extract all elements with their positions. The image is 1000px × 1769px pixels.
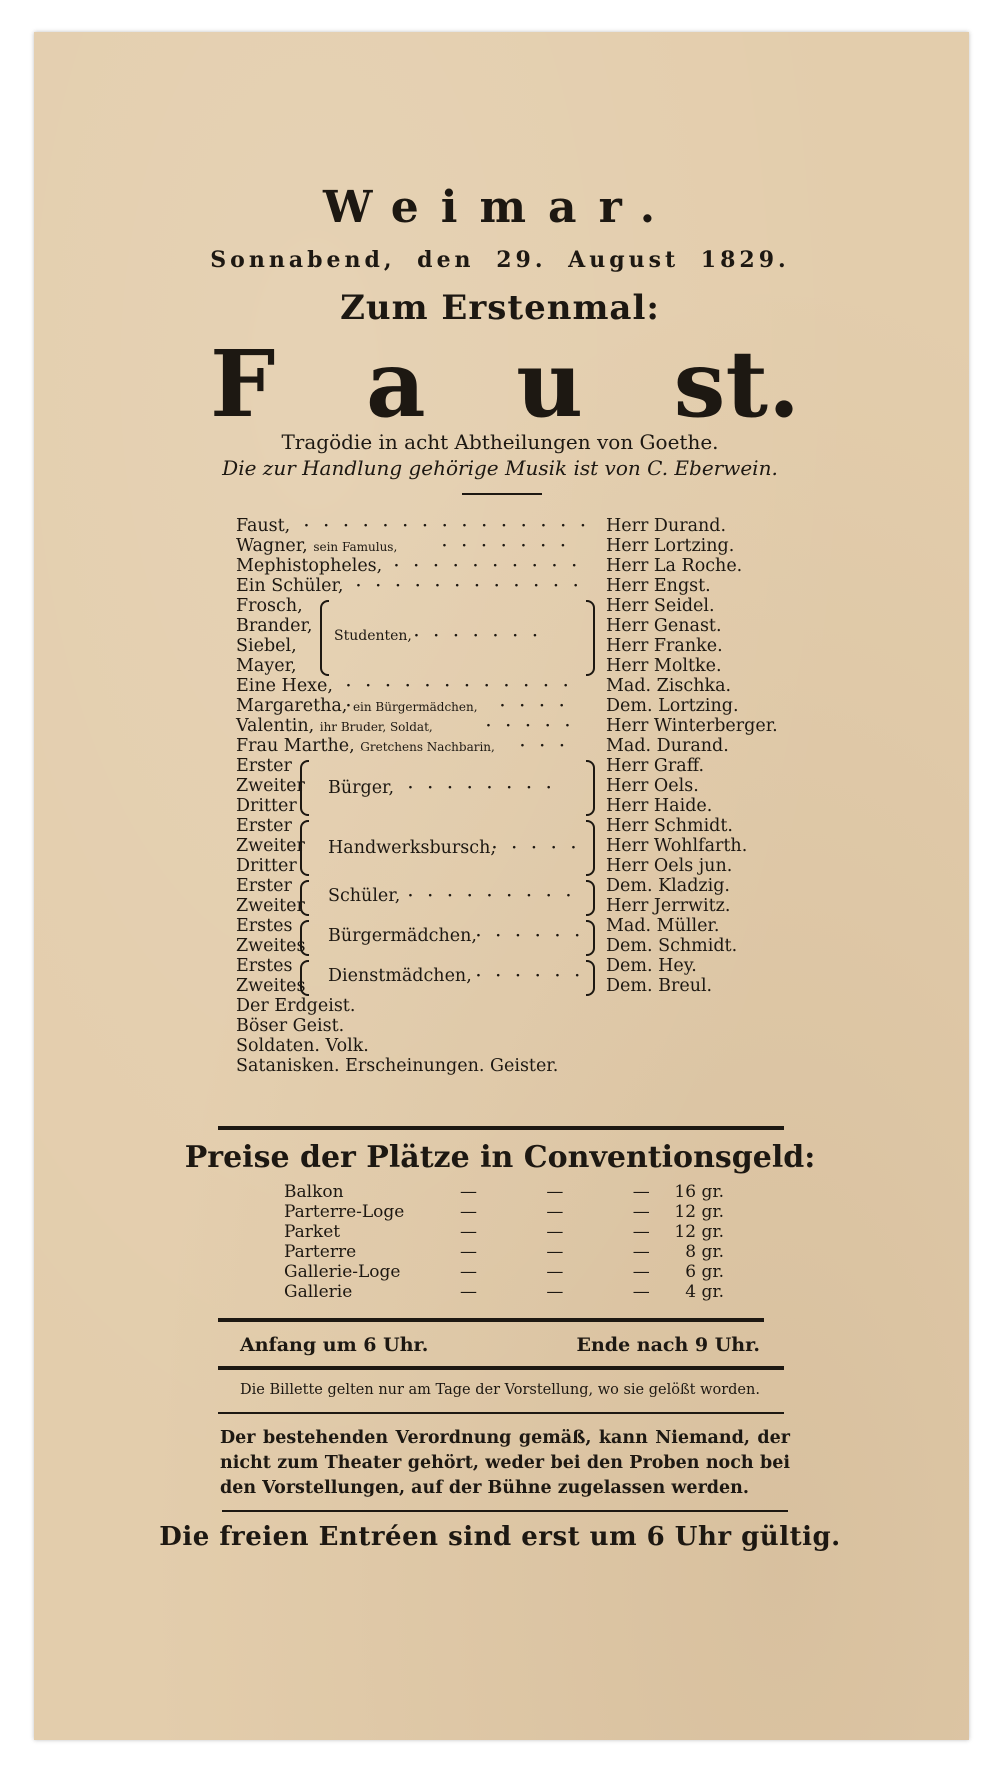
leader-dots: · · · · bbox=[500, 698, 570, 714]
cast-row bbox=[236, 1036, 756, 1056]
role-name: Erster bbox=[236, 876, 292, 896]
actor-name: Herr Winterberger. bbox=[606, 716, 778, 736]
seat-category: Gallerie bbox=[284, 1282, 353, 1302]
leader-dots: · · · · · bbox=[492, 840, 581, 856]
price-row bbox=[284, 1202, 724, 1222]
premiere-note: Zum Erstenmal: bbox=[340, 288, 660, 328]
leader-dots: · · · · · · · · · bbox=[408, 888, 576, 904]
group-label: Schüler, bbox=[328, 886, 401, 906]
role-name: Dritter bbox=[236, 856, 297, 876]
leader-dots: · · · · · · · · bbox=[408, 780, 557, 796]
actor-name: Mad. Zischka. bbox=[606, 676, 732, 696]
seat-category: Gallerie-Loge bbox=[284, 1262, 401, 1282]
seat-category: Parterre bbox=[284, 1242, 357, 1262]
group-brace-left bbox=[300, 760, 309, 816]
price-dashes: — — — bbox=[460, 1262, 682, 1282]
actor-name: Dem. Hey. bbox=[606, 956, 697, 976]
role-name: Zweiter bbox=[236, 836, 305, 856]
role-name: Mephistopheles, bbox=[236, 556, 383, 576]
actor-name: Herr Wohlfarth. bbox=[606, 836, 748, 856]
role-name: Zweiter bbox=[236, 776, 305, 796]
price-row bbox=[284, 1222, 724, 1242]
actor-name: Herr Graff. bbox=[606, 756, 705, 776]
group-brace-left bbox=[320, 600, 329, 676]
group-brace-right bbox=[586, 600, 595, 676]
divider bbox=[462, 493, 542, 495]
leader-dots: · · · · · · bbox=[476, 968, 585, 984]
divider bbox=[218, 1412, 784, 1414]
group-label: Handwerksbursch, bbox=[328, 838, 496, 858]
group-brace-right bbox=[586, 820, 595, 876]
cast-row bbox=[236, 576, 756, 596]
price-dashes: — — — bbox=[460, 1282, 682, 1302]
actor-name: Dem. Lortzing. bbox=[606, 696, 739, 716]
performance-date: Sonnabend, den 29. August 1829. bbox=[210, 247, 790, 273]
group-brace-right bbox=[586, 880, 595, 916]
actor-name: Herr Lortzing. bbox=[606, 536, 735, 556]
group-brace-left bbox=[300, 920, 309, 956]
price-dashes: — — — bbox=[460, 1182, 682, 1202]
cast-row bbox=[236, 1056, 756, 1076]
seat-category: Balkon bbox=[284, 1182, 344, 1202]
price-dashes: — — — bbox=[460, 1242, 682, 1262]
role-name: Satanisken. Erscheinungen. Geister. bbox=[236, 1056, 559, 1076]
cast-row bbox=[236, 996, 756, 1016]
title-letter: F bbox=[210, 330, 276, 438]
cast-row bbox=[236, 656, 756, 676]
actor-name: Herr Moltke. bbox=[606, 656, 722, 676]
leader-dots: · · · bbox=[520, 738, 570, 754]
title-letter: a bbox=[365, 330, 426, 438]
actor-name: Herr Oels. bbox=[606, 776, 699, 796]
role-name: Zweites bbox=[236, 976, 306, 996]
actor-name: Herr Engst. bbox=[606, 576, 711, 596]
music-credit: Die zur Handlung gehörige Musik ist von C. Eberwein. bbox=[222, 456, 778, 480]
role-name: Soldaten. Volk. bbox=[236, 1036, 369, 1056]
divider bbox=[218, 1126, 784, 1130]
actor-name: Herr Schmidt. bbox=[606, 816, 733, 836]
role-name: Valentin, ihr Bruder, Soldat, bbox=[236, 716, 433, 736]
cast-row bbox=[236, 1016, 756, 1036]
role-name: Eine Hexe, bbox=[236, 676, 333, 696]
play-subtitle: Tragödie in acht Abtheilungen von Goethe. bbox=[281, 430, 719, 454]
role-name: Der Erdgeist. bbox=[236, 996, 356, 1016]
role-name: Brander, bbox=[236, 616, 313, 636]
role-name: Erstes bbox=[236, 956, 293, 976]
actor-name: Dem. Breul. bbox=[606, 976, 713, 996]
leader-dots: · · · · · · · · · · · · · · · bbox=[304, 518, 591, 534]
free-entry-notice: Die freien Entréen sind erst um 6 Uhr gültig. bbox=[159, 1522, 841, 1552]
leader-dots: · · · · · · · · · · · · bbox=[356, 578, 584, 594]
actor-name: Herr La Roche. bbox=[606, 556, 743, 576]
cast-row bbox=[236, 796, 756, 816]
city-heading: Weimar. bbox=[322, 182, 678, 233]
actor-name: Dem. Schmidt. bbox=[606, 936, 738, 956]
role-name: Wagner, sein Famulus, bbox=[236, 536, 398, 556]
prices-heading: Preise der Plätze in Conventionsgeld: bbox=[184, 1140, 816, 1175]
price-row bbox=[284, 1282, 724, 1302]
cast-row bbox=[236, 696, 756, 716]
role-name: Erster bbox=[236, 816, 292, 836]
actor-name: Herr Durand. bbox=[606, 516, 727, 536]
group-brace-left bbox=[300, 880, 309, 916]
cast-row bbox=[236, 516, 756, 536]
cast-row bbox=[236, 556, 756, 576]
price-row bbox=[284, 1262, 724, 1282]
seat-category: Parterre-Loge bbox=[284, 1202, 405, 1222]
divider bbox=[218, 1366, 784, 1370]
group-label: Bürger, bbox=[328, 778, 395, 798]
actor-name: Herr Jerrwitz. bbox=[606, 896, 731, 916]
group-brace-left bbox=[300, 820, 309, 876]
role-name: Faust, bbox=[236, 516, 291, 536]
seat-price: 8 gr. bbox=[685, 1242, 724, 1262]
title-letter: st. bbox=[673, 330, 800, 438]
cast-row bbox=[236, 716, 778, 736]
seat-price: 6 gr. bbox=[685, 1262, 724, 1282]
seat-price: 12 gr. bbox=[674, 1202, 724, 1222]
price-dashes: — — — bbox=[460, 1222, 682, 1242]
title-letter: u bbox=[516, 330, 584, 438]
group-brace-right bbox=[586, 960, 595, 996]
role-name: Frau Marthe, Gretchens Nachbarin, bbox=[236, 736, 495, 756]
role-name: Siebel, bbox=[236, 636, 297, 656]
regulation-notice: Der bestehenden Verordnung gemäß, kann Niemand, der nicht zum Theater gehört, weder bei den Proben noch bei den Vorstellungen, auf der Bühne zugelassen werden. bbox=[220, 1428, 790, 1498]
end-time: Ende nach 9 Uhr. bbox=[576, 1334, 760, 1356]
leader-dots: · · · · · · · · · · · · · bbox=[346, 678, 574, 714]
play-title bbox=[210, 330, 800, 438]
cast-row bbox=[236, 756, 756, 776]
price-dashes: — — — bbox=[460, 1202, 682, 1222]
seat-category: Parket bbox=[284, 1222, 341, 1242]
group-label: Bürgermädchen, bbox=[328, 926, 477, 946]
role-name: Frosch, bbox=[236, 596, 303, 616]
actor-name: Herr Genast. bbox=[606, 616, 722, 636]
seat-price: 4 gr. bbox=[685, 1282, 724, 1302]
actor-name: Dem. Kladzig. bbox=[606, 876, 730, 896]
cast-row bbox=[236, 536, 756, 556]
price-row bbox=[284, 1242, 724, 1262]
role-name: Erster bbox=[236, 756, 292, 776]
price-row bbox=[284, 1182, 724, 1202]
actor-name: Herr Oels jun. bbox=[606, 856, 733, 876]
seat-price: 16 gr. bbox=[674, 1182, 724, 1202]
role-name: Böser Geist. bbox=[236, 1016, 345, 1036]
group-brace-left bbox=[300, 960, 309, 996]
actor-name: Herr Franke. bbox=[606, 636, 723, 656]
divider bbox=[218, 1318, 764, 1322]
actor-name: Herr Seidel. bbox=[606, 596, 715, 616]
leader-dots: · · · · · · bbox=[476, 928, 585, 944]
role-name: Mayer, bbox=[236, 656, 297, 676]
role-name: Margaretha, ein Bürgermädchen, bbox=[236, 696, 478, 716]
group-brace-right bbox=[586, 760, 595, 816]
cast-row bbox=[236, 736, 756, 756]
group-label: Studenten, bbox=[334, 628, 412, 644]
leader-dots: · · · · · bbox=[486, 718, 575, 734]
leader-dots: · · · · · · · bbox=[442, 538, 571, 554]
divider bbox=[222, 1510, 788, 1512]
leader-dots: · · · · · · · · · · bbox=[394, 558, 582, 574]
start-time: Anfang um 6 Uhr. bbox=[240, 1334, 429, 1356]
cast-row bbox=[236, 816, 756, 836]
actor-name: Herr Haide. bbox=[606, 796, 713, 816]
cast-row bbox=[236, 596, 756, 616]
cast-row bbox=[236, 856, 756, 876]
role-name: Ein Schüler, bbox=[236, 576, 344, 596]
role-name: Dritter bbox=[236, 796, 297, 816]
actor-name: Mad. Durand. bbox=[606, 736, 729, 756]
leader-dots: · · · · · · · bbox=[414, 628, 543, 644]
actor-name: Mad. Müller. bbox=[606, 916, 720, 936]
role-name: Zweites bbox=[236, 936, 306, 956]
seat-price: 12 gr. bbox=[674, 1222, 724, 1242]
role-name: Zweiter bbox=[236, 896, 305, 916]
ticket-notice: Die Billette gelten nur am Tage der Vorstellung, wo sie gelößt worden. bbox=[240, 1382, 760, 1398]
group-label: Dienstmädchen, bbox=[328, 966, 472, 986]
group-brace-right bbox=[586, 920, 595, 956]
role-name: Erstes bbox=[236, 916, 293, 936]
